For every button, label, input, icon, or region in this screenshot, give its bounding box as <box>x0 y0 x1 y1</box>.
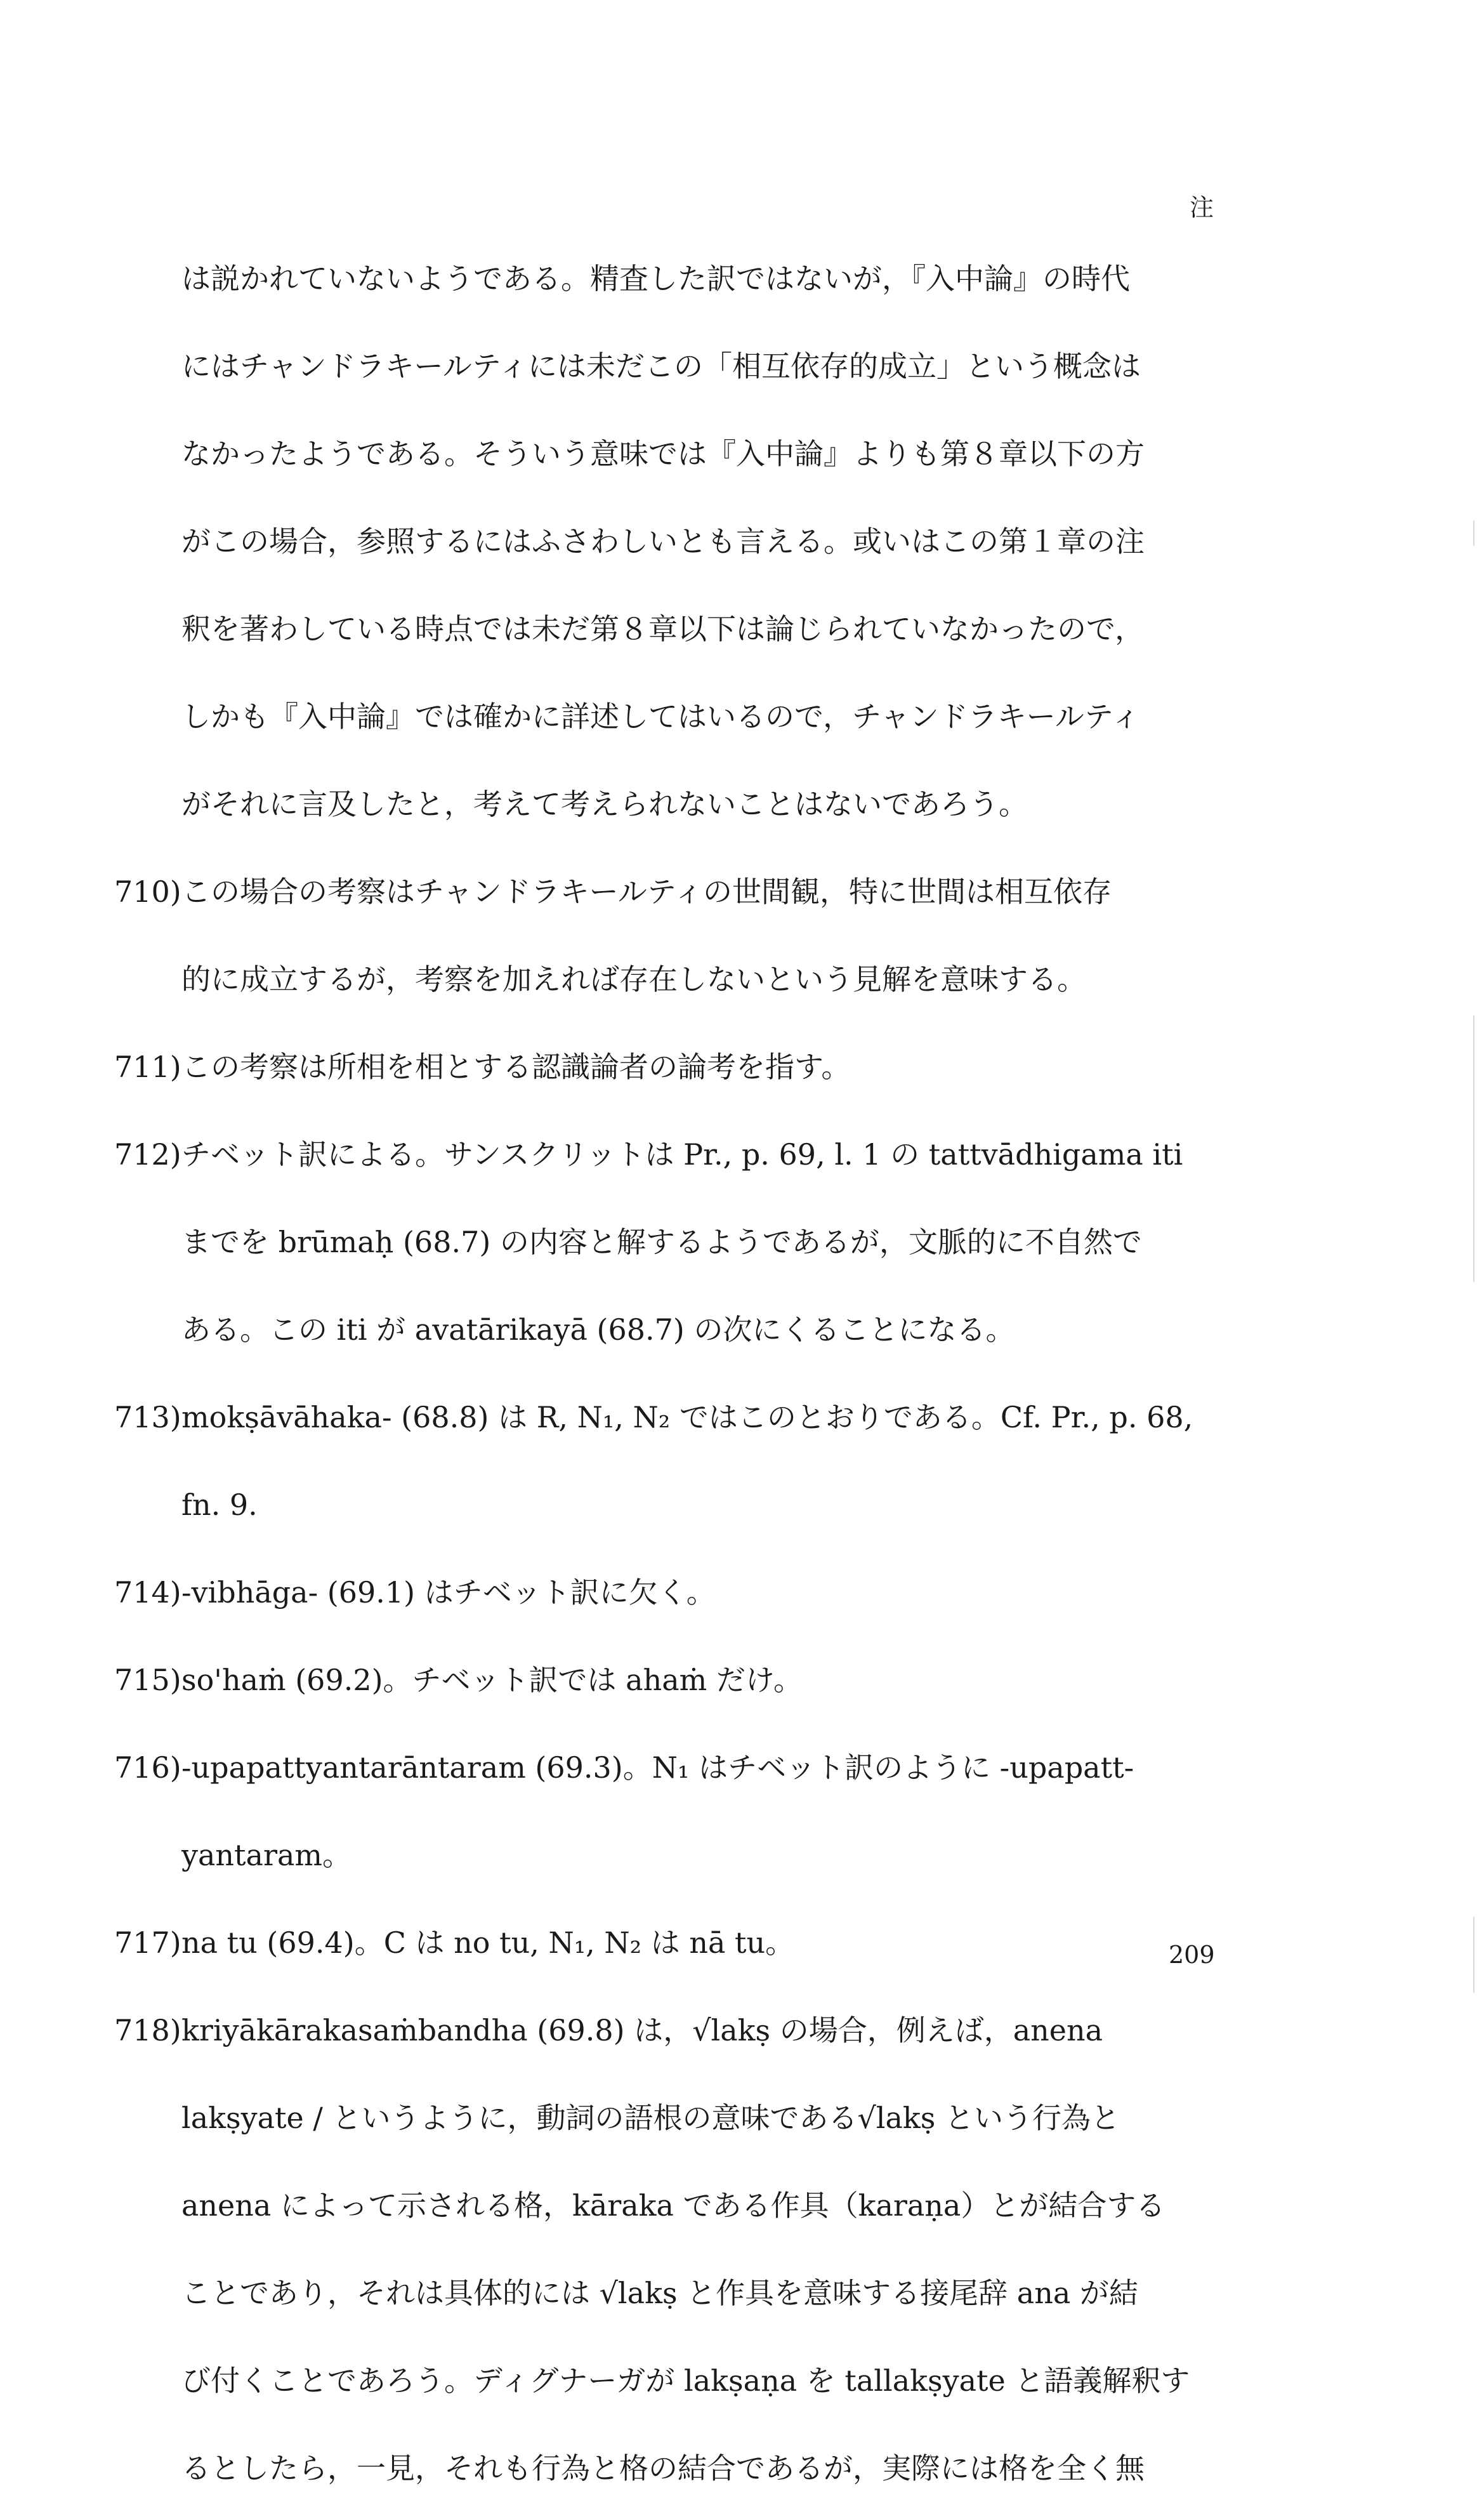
margin-mark <box>1473 1015 1474 1282</box>
footnote-number: 715) <box>114 1663 181 1697</box>
margin-mark <box>1473 520 1474 546</box>
text-line: は説かれていないようである。精査した訳ではないが，『入中論』の時代 <box>181 261 1130 296</box>
text-line: kriyākārakasaṁbandha (69.8) は，√lakṣ の場合，例えば，anena <box>181 2013 1103 2047</box>
text-line: しかも『入中論』では確かに詳述してはいるので，チャンドラキールティ <box>181 699 1141 734</box>
text-line: ある。この iti が avatārikayā (68.7) の次にくることになる。 <box>181 1312 1015 1347</box>
text-line: 的に成立するが，考察を加えれば存在しないという見解を意味する。 <box>181 962 1086 996</box>
margin-mark <box>1473 1917 1474 1993</box>
text-line: この考察は所相を相とする認識論者の論考を指す。 <box>181 1050 851 1084</box>
page-body <box>114 235 1244 2512</box>
text-line: 釈を著わしている時点では未だ第８章以下は論じられていなかったので， <box>181 612 1145 646</box>
footnote-number: 714) <box>114 1575 181 1610</box>
text-line: び付くことであろう。ディグナーガが lakṣaṇa を tallakṣyate と語義解釈す <box>181 2363 1190 2398</box>
footnote-text <box>181 1549 1244 1636</box>
text-line: -vibhāga- (69.1) はチベット訳に欠く。 <box>181 1575 716 1610</box>
footnote-text <box>181 1986 1244 2512</box>
footnote-text <box>181 1636 1244 1724</box>
footnote <box>114 1724 1244 1899</box>
footnote-number: 718) <box>114 2013 181 2047</box>
intro-paragraph <box>181 235 1244 848</box>
footnote-number: 717) <box>114 1926 181 1960</box>
text-line: lakṣyate / というように，動詞の語根の意味である√lakṣ という行為と <box>181 2101 1120 2135</box>
text-line: so'haṁ (69.2)。チベット訳では ahaṁ だけ。 <box>181 1663 803 1697</box>
text-line: がそれに言及したと，考えて考えられないことはないであろう。 <box>181 787 1028 821</box>
footnote-text <box>181 848 1244 1023</box>
footnote-number: 716) <box>114 1750 181 1785</box>
footnote-number: 710) <box>114 875 181 909</box>
footnote-text <box>181 1111 1244 1373</box>
text-line: なかったようである。そういう意味では『入中論』よりも第８章以下の方 <box>181 437 1145 471</box>
footnote-number: 712) <box>114 1137 181 1172</box>
text-line: na tu (69.4)。C は no tu, N₁, N₂ は nā tu。 <box>181 1926 795 1960</box>
footnote-text <box>181 1724 1244 1899</box>
text-line: にはチャンドラキールティには未だこの「相互依存的成立」という概念は <box>181 349 1141 383</box>
text-line: るとしたら，一見，それも行為と格の結合であるが，実際には格を全く無 <box>181 2451 1145 2485</box>
footnote <box>114 1111 1244 1373</box>
footnote-number: 711) <box>114 1050 181 1084</box>
text-line: ことであり，それは具体的には √lakṣ と作具を意味する接尾辞 ana が結 <box>181 2276 1138 2310</box>
footnote <box>114 1899 1244 1986</box>
footnote <box>114 1549 1244 1636</box>
page-number: 209 <box>1169 1941 1215 1969</box>
footnote <box>114 1986 1244 2512</box>
text-line: anena によって示される格，kāraka である作具（karaṇa）とが結合する <box>181 2188 1166 2223</box>
footnote-text <box>181 1373 1244 1549</box>
footnote <box>114 848 1244 1023</box>
text-line: yantaram。 <box>181 1838 351 1872</box>
text-line: mokṣāvāhaka- (68.8) は R, N₁, N₂ ではこのとおりである。Cf. Pr., p. 68, <box>181 1400 1193 1434</box>
footnote <box>114 1023 1244 1111</box>
notes-list <box>114 848 1244 2512</box>
text-line: がこの場合，参照するにはふさわしいとも言える。或いはこの第１章の注 <box>181 524 1145 559</box>
footnote-text <box>181 1899 1244 1986</box>
running-header: 注 <box>1189 194 1214 221</box>
text-line: この場合の考察はチャンドラキールティの世間観，特に世間は相互依存 <box>181 875 1112 909</box>
text-line: チベット訳による。サンスクリットは Pr., p. 69, l. 1 の tattvādhigama iti <box>181 1137 1183 1172</box>
text-line: -upapattyantarāntaram (69.3)。N₁ はチベット訳のように -upapatt- <box>181 1750 1134 1785</box>
footnote <box>114 1636 1244 1724</box>
text-line: fn. 9. <box>181 1488 258 1522</box>
footnote-number: 713) <box>114 1400 181 1434</box>
footnote-text <box>181 1023 1244 1111</box>
text-line: までを brūmaḥ (68.7) の内容と解するようであるが，文脈的に不自然で <box>181 1225 1142 1259</box>
footnote <box>114 1373 1244 1549</box>
